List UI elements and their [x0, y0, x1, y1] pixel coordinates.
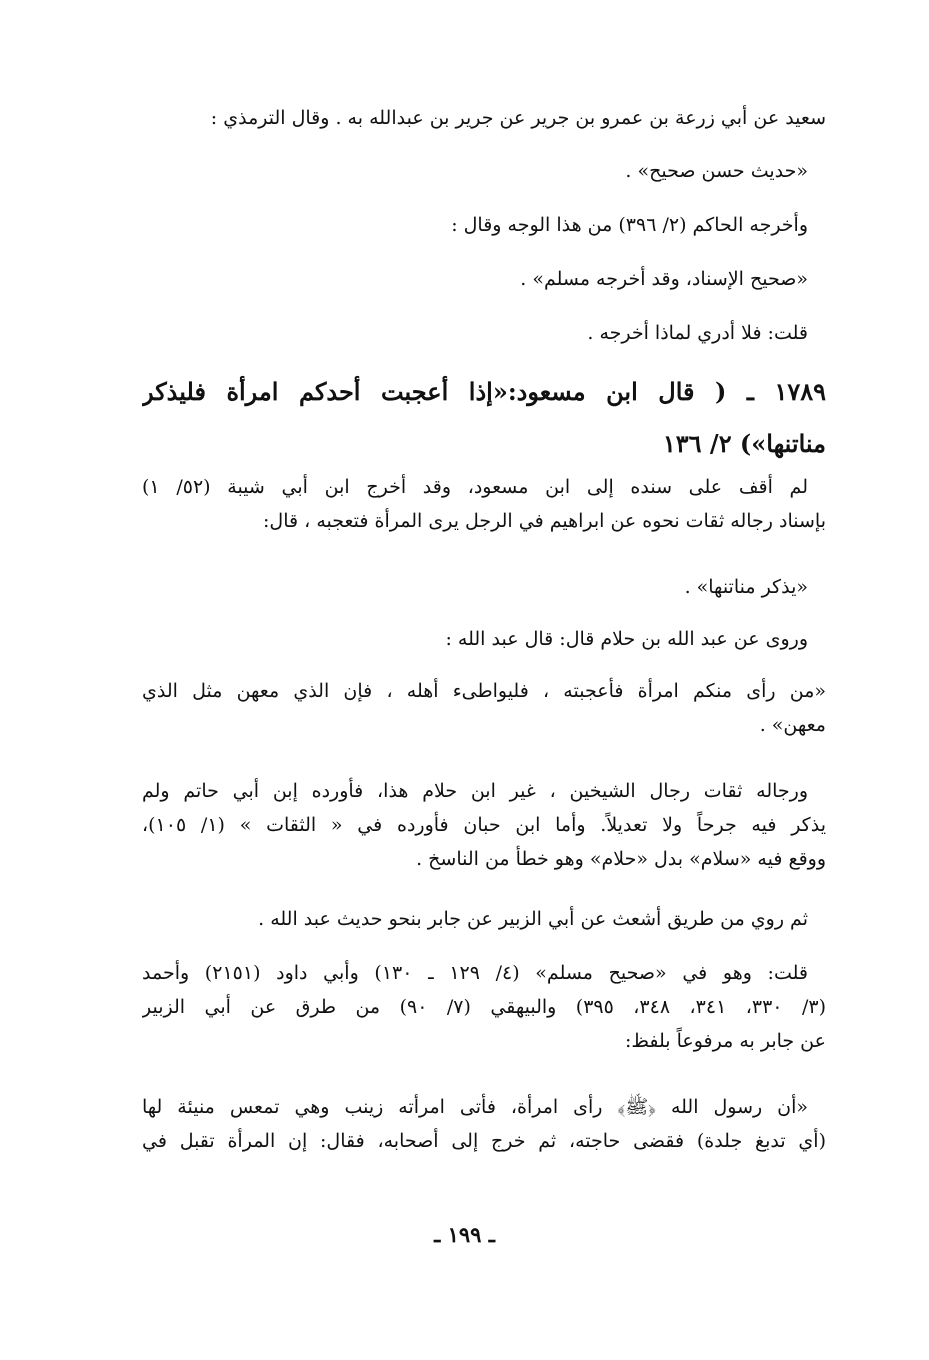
paragraph-3 — [142, 262, 826, 296]
text-line: «صحيح الإسناد، وقد أخرجه مسلم» . — [520, 268, 808, 290]
hadith-heading — [142, 366, 826, 470]
text-line: بإسناد رجاله ثقات نحوه عن ابراهيم في الرجل يرى المرأة فتعجبه ، قال: — [263, 510, 826, 532]
paragraph-8 — [142, 622, 826, 656]
text-line: قلت: فلا أدري لماذا أخرجه . — [587, 322, 808, 344]
paragraph-6 — [142, 470, 826, 538]
text-line: قلت: وهو في «صحيح مسلم» (٤/ ١٢٩ ـ ١٣٠) وأبي داود (٢١٥١) وأحمد — [142, 962, 808, 984]
text-line: يذكر فيه جرحاً ولا تعديلاً. وأما ابن حبان فأورده في « الثقات » (١/ ١٠٥)، — [142, 814, 826, 836]
paragraph-11 — [142, 902, 826, 936]
page-number: ـ ١٩٩ ـ — [434, 1222, 495, 1247]
text-line: «حديث حسن صحيح» . — [625, 160, 808, 182]
text-line: (٣/ ٣٣٠، ٣٤١، ٣٤٨، ٣٩٥) والبيهقي (٧/ ٩٠) من طرق عن أبي الزبير — [142, 996, 826, 1018]
paragraph-13 — [142, 1090, 826, 1158]
text-line: لم أقف على سنده إلى ابن مسعود، وقد أخرج ابن أبي شيبة (٥٢/ ١) — [142, 476, 808, 498]
text-line: «أن رسول الله ﴿ﷺ﴾ رأى امرأة، فأتى امرأته زينب وهي تمعس منيئة لها — [142, 1096, 808, 1118]
text-line: «من رأى منكم امرأة فأعجبته ، فليواطىء أهله ، فإن الذي معهن مثل الذي — [142, 680, 826, 702]
text-line: معهن» . — [759, 714, 826, 736]
text-line: (أي تدبغ جلدة) فقضى حاجته، ثم خرج إلى أصحابه، فقال: إن المرأة تقبل في — [142, 1130, 826, 1152]
quote-line — [142, 154, 826, 188]
paragraph-12 — [142, 956, 826, 1058]
paragraph-1 — [142, 101, 826, 135]
text-line: ثم روي من طريق أشعث عن أبي الزبير عن جابر بنحو حديث عبد الله . — [258, 908, 808, 930]
text-line: ووقع فيه «سلام» بدل «حلام» وهو خطأ من الناسخ . — [416, 848, 826, 870]
text-line: وروى عن عبد الله بن حلام قال: قال عبد الله : — [445, 628, 808, 650]
text-line: «يذكر مناتنها» . — [684, 576, 808, 598]
heading-line: ١٧٨٩ ـ ( قال ابن مسعود:«إذا أعجبت أحدكم امرأة فليذكر — [142, 377, 826, 406]
text-line: ورجاله ثقات رجال الشيخين ، غير ابن حلام هذا، فأورده إبن أبي حاتم ولم — [142, 780, 808, 802]
paragraph-7 — [142, 570, 826, 604]
paragraph-10 — [142, 774, 826, 876]
paragraph-9 — [142, 674, 826, 742]
paragraph-4 — [142, 316, 826, 350]
text-line: عن جابر به مرفوعاً بلفظ: — [624, 1030, 826, 1052]
paragraph-2 — [142, 208, 826, 242]
text-line: وأخرجه الحاكم (٢/ ٣٩٦) من هذا الوجه وقال : — [451, 214, 808, 236]
heading-line: مناتنها») ٢/ ١٣٦ — [662, 429, 826, 458]
text-line: سعيد عن أبي زرعة بن عمرو بن جرير عن جرير بن عبدالله به . وقال الترمذي : — [210, 107, 826, 129]
